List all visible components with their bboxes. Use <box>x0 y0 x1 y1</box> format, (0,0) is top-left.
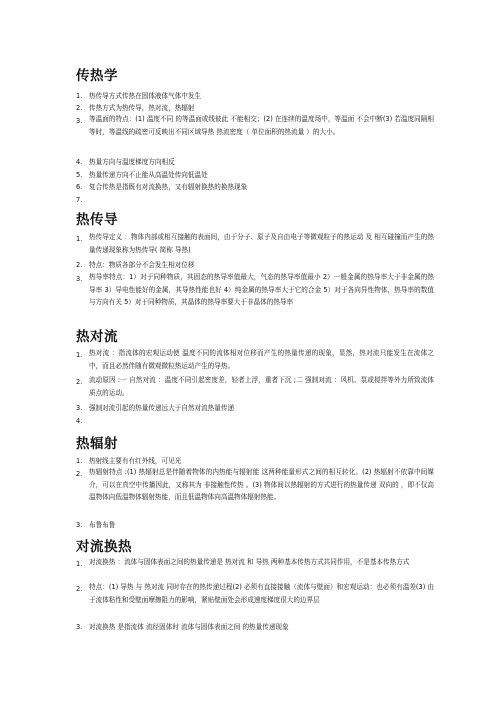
item-number: 4. <box>76 158 83 166</box>
list-item: 热传导定义 ：物体内部或相互接触的表面间，由于分子、原子及自由电子等微观粒子的热运动 及 相互碰撞而产生的热量传递现象称为热传导( 简称 导热) <box>89 233 434 254</box>
list-item: 特点：(1) 导热 与 热对流 同时存在的热传递过程(2) 必须有直接接触（流体与壁面）和宏观运动：也必须有温差(3) 由于流体粘性和受壁面摩擦阻力的影响，紧贴壁面处会形成速度梯度很大的边界层 <box>89 583 434 604</box>
list-item: 热导率特点：1）对于同种物质，其固态的热导率值最大，气态的热导率值最小 2）一般金属的热导率大于非金属的热导率 3）导电性能好的金属，其导热性能也好 4）纯金属的热导率大于它的合金 5）对于各向异性物体，热导率的数值与方向有关 5）对于同种物质，其晶体的热导率要大于非晶体的热导率 <box>89 273 434 307</box>
list-item: 热对流 ：指流体的宏观运动使 温度不同的流体相对位移而产生的热量传递的现象，显然，热对流只能发生在流体之中，而且必然伴随有微观微粒热运动产生的导热。 <box>89 349 434 370</box>
item-number: 2. <box>76 470 83 478</box>
item-number: 4. <box>76 417 83 425</box>
item-number: 2. <box>76 378 83 386</box>
item-number: 3. <box>76 404 83 412</box>
item-number: 2. <box>76 261 83 269</box>
list-item: 强制对流引起的热量传递远大于自然对流热量传递 <box>89 404 235 412</box>
item-number: 2. <box>76 104 83 112</box>
list-item: 热量方向与温度梯度方向相反 <box>89 158 175 166</box>
item-number: 1. <box>76 457 83 465</box>
list-item: 等温面的特点：(1) 温度不同 的等温面或线彼此 不能相交；(2) 在连续的温度场中，等温面 不会中断(3) 若温度同隔相等时，等温线的疏密可反映出不同区域导热 热流密度（ 单位面积的热流量 ）的大小。 <box>89 115 434 136</box>
list-item: 复合传热是指既有对流换热，又有辐射换热的换热现象 <box>89 183 248 191</box>
item-number: 3. <box>76 623 83 631</box>
item-number: 1. <box>76 235 83 243</box>
list-item: 流动原因 :一 自然对流 ：温度不同引起密度差，轻者上浮，重者下沉 ;二 强制对流 ：风机、泵或搅拌等外力所致流体质点的运动。 <box>89 376 434 397</box>
item-number: 1. <box>76 92 83 100</box>
list-item: 热射线主要有有红外线，可见光 <box>89 457 182 465</box>
item-number: 1. <box>76 351 83 359</box>
list-item: 特点：物质各部分不会发生相对位移 <box>89 261 195 269</box>
list-item: 传热方式为热传导，热对流，热辐射 <box>89 104 195 112</box>
list-item: 热辐射特点 :(1) 热辐射总是伴随着物体的内热能与辐射能 这两种能量形式之间的相互转化。(2) 热辐射不依靠中间媒介，可以在真空中传播因此，又称其为 非接触性传热 。(3) 物体间以热辐射的方式进行的热量传递 双向的 ，即不仅高温物体向低温物体辐射热能，而且低温物体向高温物体辐射热能。 <box>89 468 434 502</box>
list-item: 对流换热 ：流体与固体表面之间的热量传递是 热对流 和 导热 两种基本传热方式共同作用，不是基本传热方式 <box>89 558 410 566</box>
section-title-convection: 热对流 <box>76 329 118 345</box>
item-number: 3. <box>76 275 83 283</box>
list-item: 热传导方式传热在固体液体气体中发生 <box>89 92 202 100</box>
section-title-heat-transfer: 传热学 <box>76 68 118 84</box>
section-title-convective-heat-transfer: 对流换热 <box>76 539 132 555</box>
item-number: 7. <box>76 196 83 204</box>
item-number: 6. <box>76 183 83 191</box>
item-number: 5. <box>76 171 83 179</box>
list-item: 热量传递方向不止能从高温处传向低温处 <box>89 171 208 179</box>
section-title-radiation: 热辐射 <box>76 436 118 452</box>
list-item: 对流换热 是指流体 流经固体时 流体与固体表面之间 的热量传递现象 <box>89 623 289 631</box>
item-number: 2. <box>76 585 83 593</box>
item-number: 3. <box>76 117 83 125</box>
section-title-conduction: 热传导 <box>76 212 118 228</box>
list-item: 布鲁布鲁 <box>89 521 116 529</box>
item-number: 1. <box>76 560 83 568</box>
item-number: 3. <box>76 521 83 529</box>
